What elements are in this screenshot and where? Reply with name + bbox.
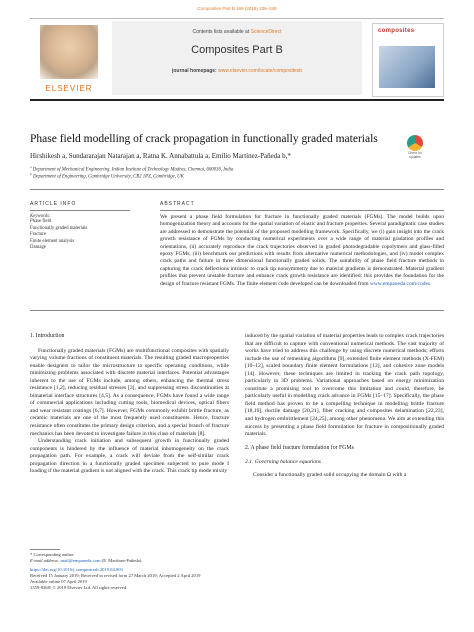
affiliation-mark: b [30, 172, 32, 176]
article-info-heading: ARTICLE INFO [30, 201, 77, 207]
keyword: Damage [30, 245, 46, 251]
crossmark-icon [407, 135, 423, 151]
contents-prefix: Contents lists available at [192, 29, 251, 35]
keyword: Fracture [30, 232, 46, 238]
homepage-link[interactable]: www.elsevier.com/locate/compositesb [218, 68, 303, 74]
contents-line [112, 29, 362, 35]
divider [30, 189, 444, 190]
subsection-heading: 2.1. Governing balance equations [245, 459, 321, 466]
code-download-link[interactable]: www.empaneda.com/codes. [369, 280, 432, 287]
keyword: Phase field [30, 219, 52, 224]
section-heading: 1. Introduction [30, 333, 65, 339]
email-suffix: (E. Martínez-Pañeda). [100, 558, 143, 564]
body-column-left [30, 333, 229, 476]
doi-link[interactable]: https://doi.org/10.1016/j.compositesb.2019.04.003 [30, 567, 123, 573]
section-heading: 2. A phase field fracture formulation for FGMs [245, 444, 354, 451]
paragraph: induced by the spatial variation of material properties leads to complex crack trajectories that are difficult to capture with conventional numerical methods. The vast majority of works have tried to address this challenge by using discrete numerical methods; efforts include the use of remeshing algorithms [9], extended finite element methods (X-FEM) [10–12], scaled boundary finite element formulations [13], and cohesive zone models [14]. However, these techniques are limited in tracking the crack path topology, particularly in 3D problems. Variational approaches based on energy minimization constitute a promising tool to overcome this limitation and could, therefore, be particularly useful in modelling crack advance in FGMs [15–17]. Specifically, the phase field method has proven to be a compelling technique in modelling brittle fracture [18,19], ductile damage [20,21], fiber cracking and composites delamination [22,23], and hydrogen embrittlement [24,25], among other phenomena. We aim at extending this success by presenting a phase field formulation for fracture in compositionally graded materials. [245, 333, 444, 438]
footnote-rule [30, 549, 60, 550]
affiliation-text: Department of Mechanical Engineering, Indian Institute of Technology Madras, Chennai, 600036, India [32, 167, 234, 173]
body-column-right [245, 333, 444, 479]
divider [30, 310, 444, 311]
affiliation-mark: a [30, 165, 32, 169]
footnote [30, 549, 230, 592]
copyright: 1359-8368/ © 2019 Elsevier Ltd. All rights reserved. [30, 585, 128, 591]
paragraph: Understanding crack initiation and subsequent growth in functionally graded components is hindered by the influence of material inhomogeneity on the crack propagation path. For example, a crack will deviate from the self-similar crack propagation direction in a functionally graded specimen subjected to pure mode I loading if the material gradient is not aligned with the crack. This crack tip mode mixity [30, 438, 229, 475]
publisher-name: ELSEVIER [45, 84, 93, 93]
journal-cover[interactable] [372, 23, 444, 97]
affiliation-b [30, 172, 430, 180]
elsevier-tree-icon [40, 25, 98, 79]
keyword: Finite element analysis [30, 238, 75, 244]
keywords-title: Keywords: [30, 214, 51, 219]
abstract-heading: ABSTRACT [160, 201, 195, 207]
article-info [30, 210, 130, 252]
crossmark-label: Check for updates [408, 151, 422, 159]
paragraph: Functionally graded materials (FGMs) are multifunctional composites with spatially varying volume fractions of constituent materials. The resulting graded macroproperties enable designers to tailor the microstructure to specific operating conditions, while minimizing problems associated with discrete material interfaces. Potential advantages inherent to the use of FGMs include, among others, enhancing the thermal stress resistance [1,2], reducing residual stresses [3], and suppressing stress discontinuities at bimaterial interface structures [4,5]. As a consequence, FGMs have found a wide range of commercial applications including cutting tools, biomedical devices, optical fibers and wear resistant coatings [6,7]. However, FGMs commonly exhibit brittle fracture, as ceramic materials are one of the most frequently used constituents. Hence, fracture resistance often constitutes the primary design criterion, and a special branch of fracture mechanics has been devoted to investigate failure in this class of materials [8]. [30, 347, 229, 437]
paragraph: Consider a functionally graded solid occupying the domain Ω with a [253, 471, 407, 478]
homepage-label: journal homepage: [171, 68, 217, 74]
sciencedirect-link[interactable]: ScienceDirect [250, 29, 282, 35]
cover-image [379, 46, 435, 88]
keyword: Functionally graded materials [30, 225, 88, 231]
abstract-body: We present a phase field formulation for fracture in functionally graded materials (FGMs). The model builds upon homogenization theory and accounts for the spatial variation of elastic and fracture properties. Several paradigmatic case studies are addressed to demonstrate the potential of the proposed modelling framework. Specifically, we (i) gain insight into the crack growth resistance of FGMs by conducting numerical experiments over a wide range of material gradation profiles and orientations, (ii) accurately reproduce the crack trajectories observed in graded photodegradable copolymers and glass-filled epoxy FGMs, (iii) benchmark our predictions with results from alternative numerical methodologies, and (iv) model complex crack paths and failure in three dimensional functionally graded solids. The suitability of phase field fracture methods in capturing the crack deflections intrinsic to crack tip nonsymmetry due to material gradients is demonstrated. Material gradient profiles that prevent unstable fracture and enhance crack growth resistance are identified: this provides the foundation for the design of fracture resistant FGMs. The finite element code developed can be downloaded from [160, 214, 444, 287]
affiliation-text: Department of Engineering, Cambridge University, CB2 1PZ, Cambridge, UK [32, 174, 184, 180]
email-label: E-mail address: [30, 558, 61, 564]
running-head[interactable]: Composites Part B 169 (2019) 239–248 [197, 6, 277, 11]
elsevier-logo[interactable] [30, 23, 108, 95]
author-list[interactable]: Hirshikesh a, Sundararajan Natarajan a, Ratna K. Annabattula a, Emilio Martínez-Pañeda b,* [30, 152, 291, 160]
article-dates: Received 15 January 2019; Received in revised form 27 March 2019; Accepted 2 April 2019 [30, 573, 201, 579]
article-title: Phase field modelling of crack propagation in functionally graded materials [30, 133, 378, 145]
masthead-center [112, 21, 362, 95]
cover-title: composites [378, 28, 415, 34]
online-date: Available online 07 April 2019 [30, 579, 87, 585]
abstract-text [160, 214, 444, 288]
abstract [160, 210, 444, 288]
journal-homepage [112, 68, 362, 74]
journal-masthead [30, 18, 444, 101]
email-link[interactable]: mail@empaneda.com [60, 558, 101, 564]
journal-title[interactable]: Composites Part B [191, 44, 283, 56]
corresponding-author: * Corresponding author. [30, 552, 75, 557]
